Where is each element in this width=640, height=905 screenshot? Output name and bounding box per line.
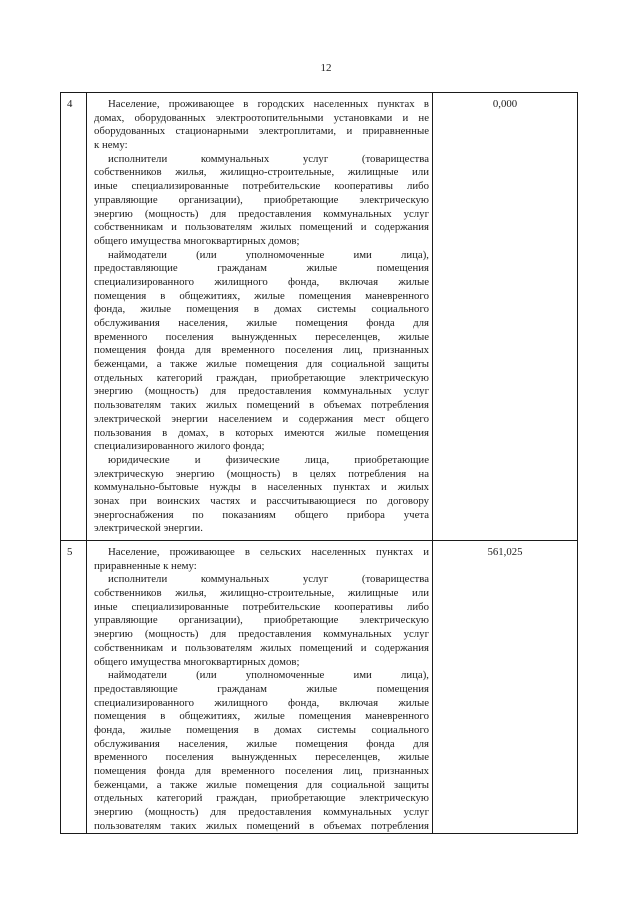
text-line: управляющие организации), приобретающие электрическую <box>94 193 429 206</box>
text-line: электрической энергии. <box>94 522 203 535</box>
text-line: приравненные к нему: <box>94 559 197 572</box>
row-number: 5 <box>61 541 87 834</box>
text-line: домах, оборудованных электроотопительными установками и не <box>94 111 429 124</box>
text-line: фонда, жилые помещения в домах системы социального <box>94 723 429 736</box>
text-line: Население, проживающее в городских населенных пунктах в <box>108 98 429 110</box>
description-text <box>94 546 429 833</box>
text-line: иные специализированные потребительские кооперативы либо <box>94 600 429 613</box>
text-line: юридические и физические лица, приобретающие <box>108 453 429 466</box>
description-text <box>94 98 429 536</box>
text-line: энергию (мощность) для предоставления коммунальных услуг <box>94 806 429 819</box>
text-line: пользователям таких жилых помещений в объемах потребления <box>94 399 429 412</box>
row-value: 561,025 <box>433 541 578 834</box>
text-line: временного поселения вынужденных переселенцев, жилые <box>94 751 429 764</box>
text-line: управляющие организации), приобретающие электрическую <box>94 614 429 627</box>
text-line: Население, проживающее в сельских населенных пунктах и <box>108 546 429 558</box>
text-line: обслуживания населения, жилые помещения фонда для <box>94 317 429 329</box>
text-line: энергию (мощность) для предоставления коммунальных услуг <box>94 628 429 641</box>
text-line: собственников жилья, жилищно-строительные, жилищные или <box>94 166 429 179</box>
text-line: наймодатели (или уполномоченные ими лица), <box>108 248 429 261</box>
text-line: общего имущества многоквартирных домов; <box>94 234 300 247</box>
text-line: энергию (мощность) для предоставления коммунальных услуг <box>94 385 429 398</box>
row-value: 0,000 <box>433 93 578 541</box>
paragraph <box>94 669 429 833</box>
text-line: отдельных категорий граждан, приобретающие электрическую <box>94 792 429 805</box>
paragraph <box>94 546 429 573</box>
text-line: помещения в общежитиях, жилые помещения маневренного <box>94 289 429 302</box>
consumer-category-table <box>60 92 578 834</box>
text-line: исполнители коммунальных услуг (товарищества <box>108 573 429 586</box>
text-line: фонда, жилые помещения в домах системы социального <box>94 303 429 316</box>
text-line: временного поселения вынужденных переселенцев, жилые <box>94 330 429 343</box>
text-line: энергоснабжения по показаниям общего прибора учета <box>94 508 429 521</box>
text-line: беженцами, а также жилые помещения для социальной защиты <box>94 358 429 371</box>
text-line: собственников жилья, жилищно-строительные, жилищные или <box>94 587 429 600</box>
text-line: пользователям таких жилых помещений в объемах потребления <box>94 819 429 832</box>
text-line: наймодатели (или уполномоченные ими лица), <box>108 669 429 682</box>
text-line: к нему: <box>94 139 128 152</box>
text-line: специализированного жилищного фонда, включая жилые <box>94 275 429 288</box>
text-line: помещения в общежитиях, жилые помещения маневренного <box>94 710 429 723</box>
table-row <box>61 93 578 541</box>
text-line: помещения фонда для временного поселения лиц, признанных <box>94 344 429 357</box>
paragraph <box>94 98 429 153</box>
paragraph <box>94 454 429 536</box>
table-row <box>61 541 578 834</box>
text-line: энергию (мощность) для предоставления коммунальных услуг <box>94 207 429 220</box>
text-line: исполнители коммунальных услуг (товарищества <box>108 152 429 165</box>
text-line: предоставляющие гражданам жилые помещения <box>94 682 429 695</box>
text-line: оборудованных стационарными электроплитами, и приравненные <box>94 125 429 138</box>
text-line: электрическую энергию (мощность) в целях потребления на <box>94 467 429 480</box>
text-line: иные специализированные потребительские кооперативы либо <box>94 180 429 193</box>
text-line: зонах при воинских частях и рассчитывающиеся по договору <box>94 494 429 507</box>
text-line: обслуживания населения, жилые помещения фонда для <box>94 737 429 750</box>
page-number: 12 <box>320 62 332 74</box>
text-line: собственникам и пользователям жилых помещений и содержания <box>94 641 429 654</box>
text-line: общего имущества многоквартирных домов; <box>94 655 300 668</box>
text-line: беженцами, а также жилые помещения для социальной защиты <box>94 778 429 791</box>
paragraph <box>94 153 429 249</box>
text-line: предоставляющие гражданам жилые помещения <box>94 262 429 275</box>
row-description <box>87 541 433 834</box>
row-description <box>87 93 433 541</box>
text-line: пользования в домах, в которых имеются жилые помещения <box>94 426 429 439</box>
text-line: собственникам и пользователям жилых помещений и содержания <box>94 221 429 234</box>
text-line: специализированного жилищного фонда, включая жилые <box>94 696 429 709</box>
paragraph <box>94 249 429 454</box>
text-line: помещения фонда для временного поселения лиц, признанных <box>94 765 429 777</box>
text-line: коммунально-бытовые нужды в населенных пунктах и жилых <box>94 481 429 494</box>
text-line: отдельных категорий граждан, приобретающие электрическую <box>94 371 429 384</box>
text-line: электрической энергии населением и содержания мест общего <box>94 412 429 425</box>
paragraph <box>94 573 429 669</box>
text-line: специализированного жилого фонда; <box>94 440 265 453</box>
row-number: 4 <box>61 93 87 541</box>
